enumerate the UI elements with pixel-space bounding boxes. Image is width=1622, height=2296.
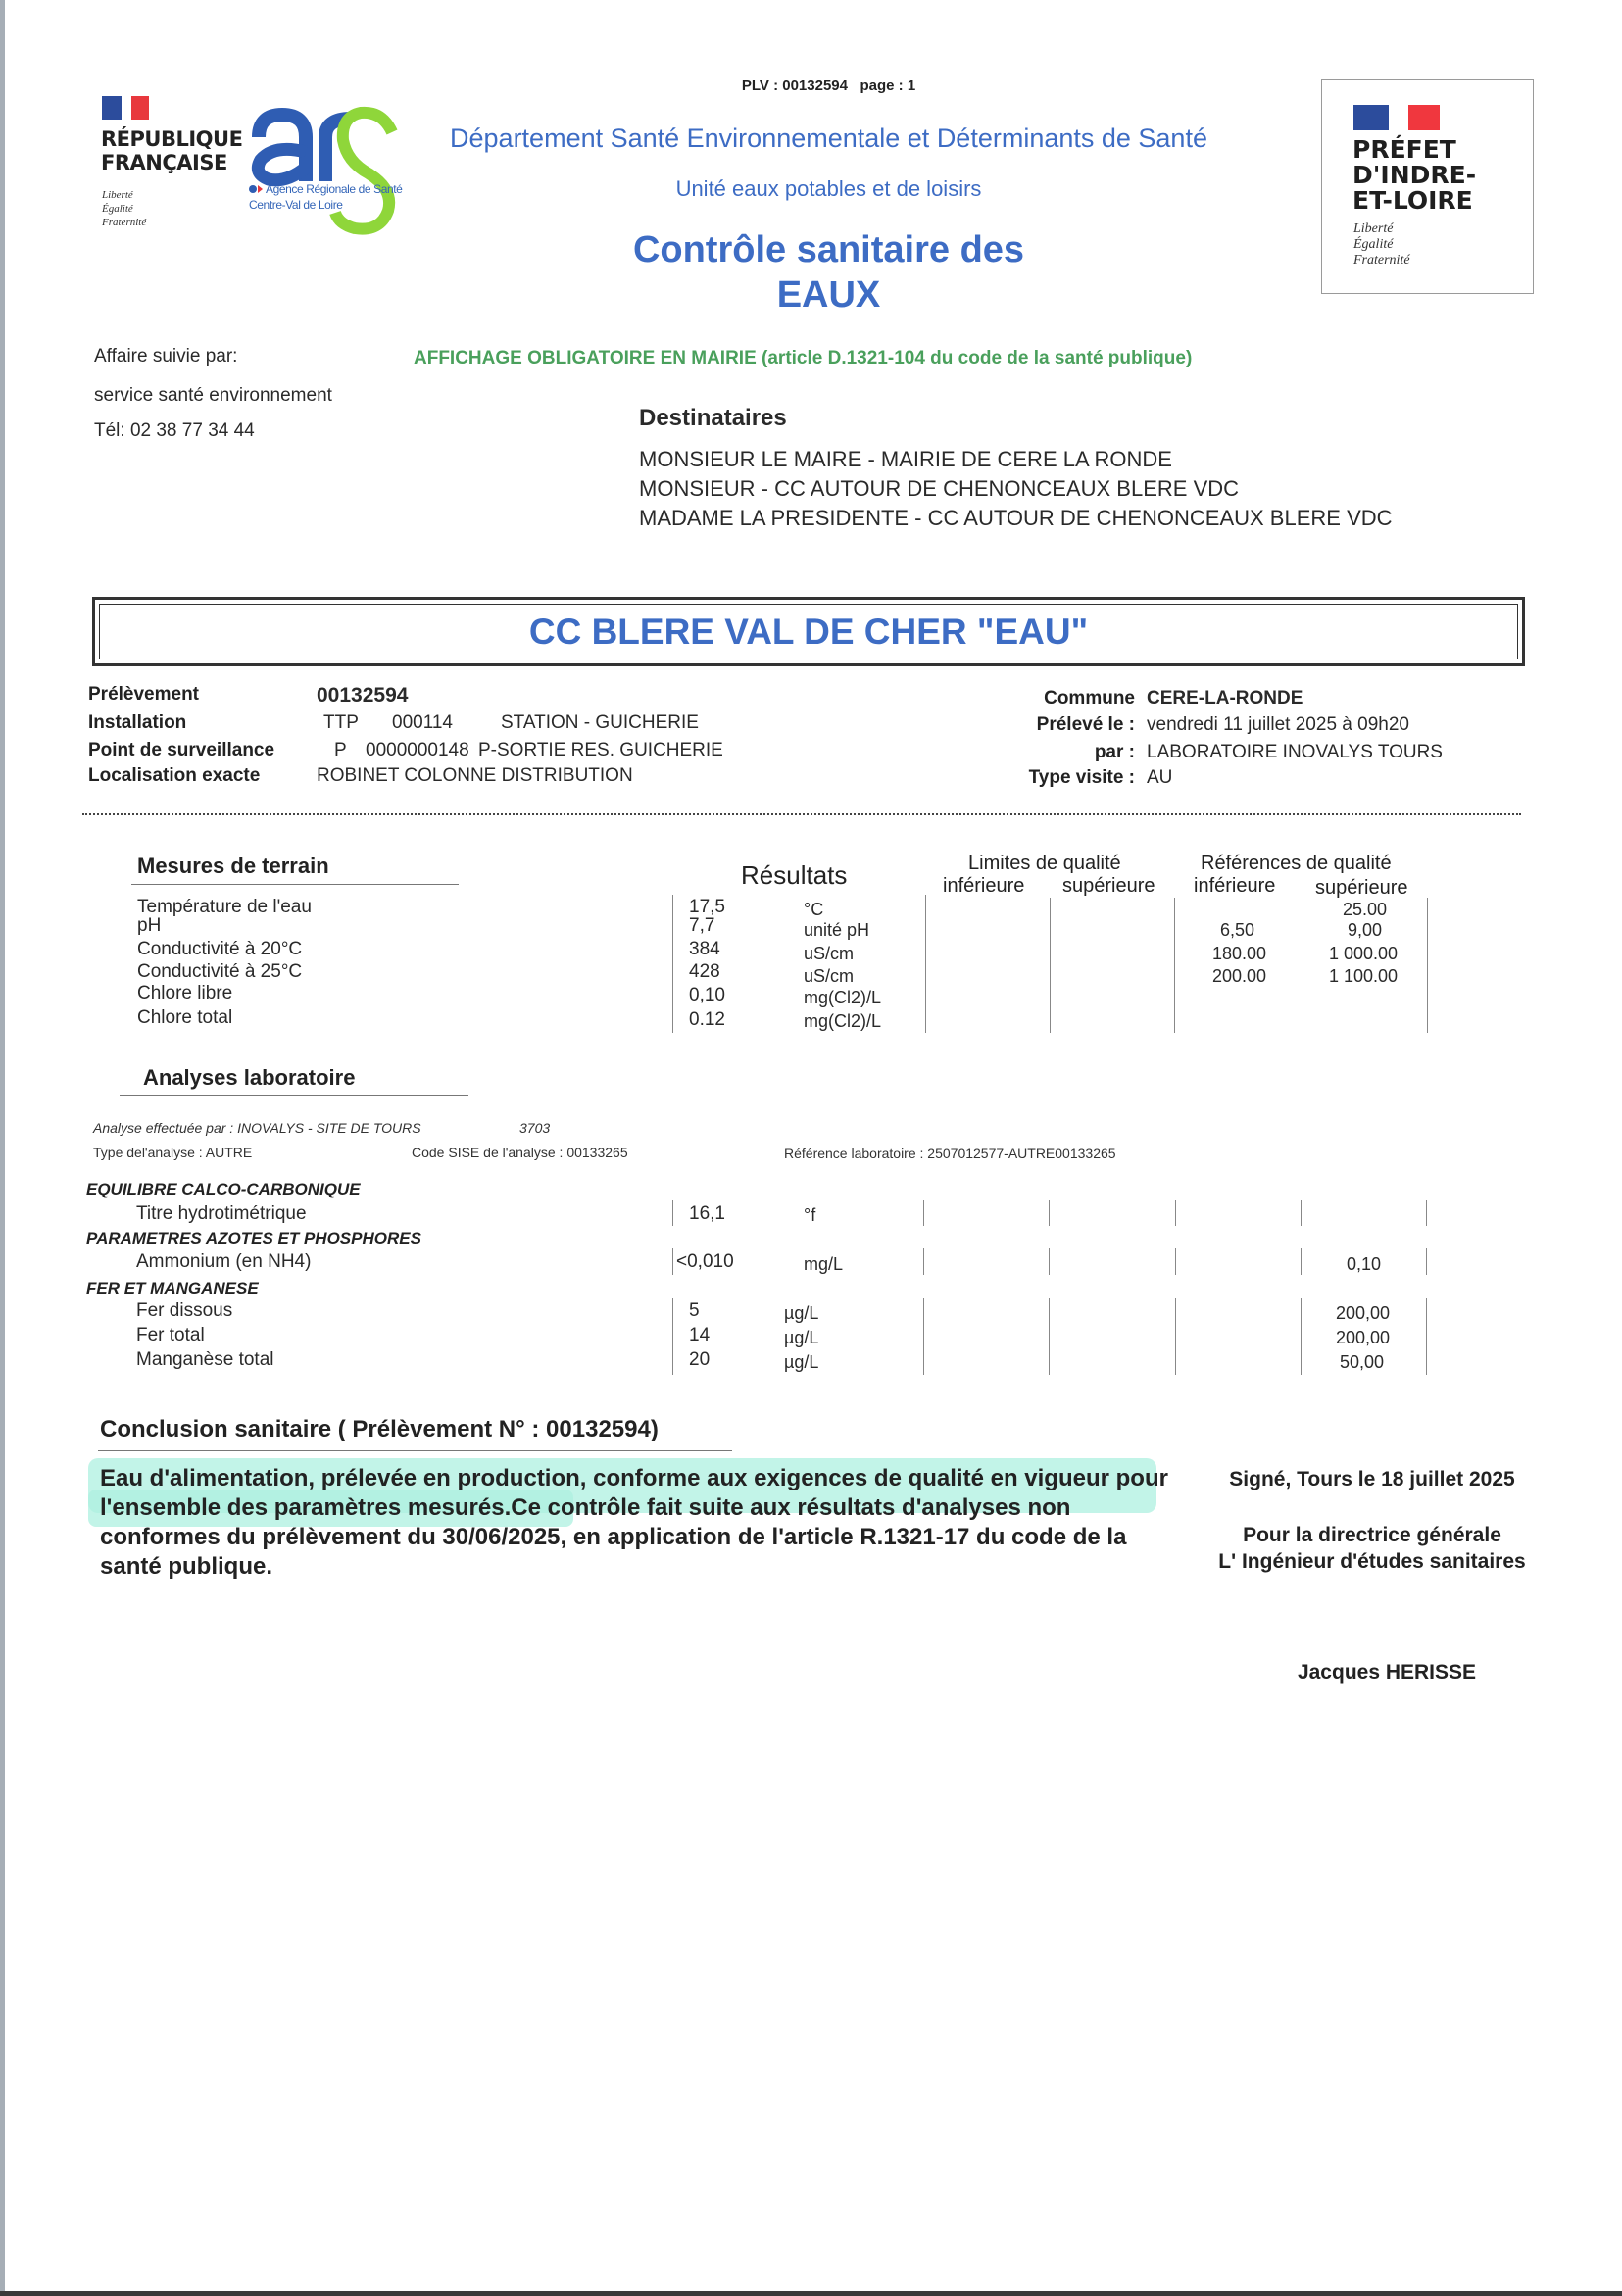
reference-upper: 9,00 bbox=[1348, 920, 1383, 940]
section-underline bbox=[131, 884, 459, 885]
reference-upper: 1 100.00 bbox=[1329, 966, 1399, 986]
column-rule bbox=[923, 1298, 924, 1375]
result-value: 16,1 bbox=[689, 1203, 725, 1224]
result-unit: µg/L bbox=[784, 1352, 819, 1372]
result-value: 0,10 bbox=[689, 985, 725, 1005]
mandatory-display-notice: AFFICHAGE OBLIGATOIRE EN MAIRIE (article D.1321-104 du code de la santé publique) bbox=[414, 348, 1193, 368]
sampled-by-value: LABORATOIRE INOVALYS TOURS bbox=[1147, 742, 1443, 762]
column-rule bbox=[925, 895, 926, 1033]
parameter-name: Fer dissous bbox=[136, 1300, 233, 1321]
localisation-value: ROBINET COLONNE DISTRIBUTION bbox=[317, 765, 633, 786]
result-value: 20 bbox=[689, 1349, 711, 1370]
result-unit: mg(Cl2)/L bbox=[804, 1011, 882, 1031]
visit-type-label: Type visite : bbox=[1028, 767, 1135, 788]
logo-line: FRANÇAISE bbox=[101, 151, 227, 174]
result-value: 384 bbox=[689, 939, 720, 959]
unit-title: Unité eaux potables et de loisirs bbox=[675, 176, 982, 201]
column-rule bbox=[1301, 1200, 1302, 1226]
parameter-name: pH bbox=[137, 915, 162, 936]
prelevement-value: 00132594 bbox=[317, 684, 409, 707]
motto-line: Égalité bbox=[102, 203, 133, 215]
reference-lower: 180.00 bbox=[1212, 944, 1267, 963]
result-unit: µg/L bbox=[784, 1303, 819, 1323]
plv-page-reference: PLV : 00132594 page : 1 bbox=[741, 77, 916, 94]
phone-number: Tél: 02 38 77 34 44 bbox=[94, 420, 255, 441]
signature-role: L' Ingénieur d'études sanitaires bbox=[1218, 1550, 1526, 1573]
column-rule bbox=[1427, 898, 1428, 1033]
motto-line: Liberté bbox=[1353, 221, 1394, 236]
references-header: Références de qualité bbox=[1201, 853, 1392, 874]
recipient-line: MONSIEUR LE MAIRE - MAIRIE DE CERE LA RONDE bbox=[639, 447, 1172, 471]
recipient-line: MONSIEUR - CC AUTOUR DE CHENONCEAUX BLERE VDC bbox=[639, 476, 1240, 501]
commune-label: Commune bbox=[1044, 688, 1135, 708]
reference-upper: 200,00 bbox=[1336, 1328, 1391, 1347]
ars-agency: Agence Régionale de Santé bbox=[266, 182, 403, 196]
result-value: <0,010 bbox=[676, 1251, 734, 1272]
result-unit: °f bbox=[804, 1205, 816, 1225]
references-lower-header: inférieure bbox=[1194, 875, 1276, 897]
column-rule bbox=[672, 1298, 673, 1375]
performed-by: Analyse effectuée par : INOVALYS - SITE DE TOURS bbox=[93, 1120, 421, 1136]
point-label: Point de surveillance bbox=[88, 740, 275, 760]
parameter-name: Chlore libre bbox=[137, 983, 233, 1003]
category-heading: FER ET MANGANESE bbox=[86, 1279, 259, 1297]
dotted-separator bbox=[82, 813, 1521, 815]
reference-lower: 200.00 bbox=[1212, 966, 1267, 986]
reference-lower: 6,50 bbox=[1220, 920, 1255, 940]
title-line: EAUX bbox=[776, 274, 881, 316]
scan-left-edge bbox=[0, 0, 5, 2296]
result-unit: unité pH bbox=[804, 920, 870, 940]
point-name: P-SORTIE RES. GUICHERIE bbox=[478, 740, 723, 760]
column-rule bbox=[1049, 1298, 1050, 1375]
category-heading: PARAMETRES AZOTES ET PHOSPHORES bbox=[86, 1229, 421, 1247]
column-rule bbox=[1175, 1200, 1176, 1226]
signature-for: Pour la directrice générale bbox=[1243, 1524, 1501, 1546]
commune-value: CERE-LA-RONDE bbox=[1147, 688, 1303, 708]
reference-upper: 0,10 bbox=[1347, 1254, 1382, 1274]
marianne-flag-icon bbox=[102, 96, 149, 120]
result-value: 17,5 bbox=[689, 897, 725, 917]
conclusion-text: Eau d'alimentation, prélevée en production, conforme aux exigences de qualité en vigueur pour l'ensemble des paramètres mesurés.Ce contrôle fait suite aux résultats d'analyses non conformes du prélèvement du 30/06/2025, en application de l'article R.1321-17 du code de la santé publique. bbox=[100, 1465, 1168, 1580]
motto-line: Liberté bbox=[102, 189, 133, 201]
motto-line: Fraternité bbox=[102, 217, 147, 228]
section-underline bbox=[98, 1450, 732, 1451]
limits-upper-header: supérieure bbox=[1062, 875, 1155, 897]
results-header: Résultats bbox=[741, 860, 848, 890]
column-rule bbox=[1049, 1200, 1050, 1226]
result-value: 428 bbox=[689, 961, 720, 982]
column-rule bbox=[672, 1248, 673, 1275]
result-unit: uS/cm bbox=[804, 944, 855, 963]
result-value: 7,7 bbox=[689, 915, 715, 936]
sampled-on-value: vendredi 11 juillet 2025 à 09h20 bbox=[1147, 714, 1409, 735]
column-rule bbox=[1175, 1298, 1176, 1375]
result-unit: mg(Cl2)/L bbox=[804, 988, 882, 1007]
column-rule bbox=[923, 1200, 924, 1226]
reference-upper: 50,00 bbox=[1340, 1352, 1385, 1372]
analysis-type: Type del'analyse : AUTRE bbox=[93, 1145, 253, 1160]
followed-by-label: Affaire suivie par: bbox=[94, 346, 238, 366]
parameter-name: Température de l'eau bbox=[137, 897, 312, 917]
column-rule bbox=[923, 1248, 924, 1275]
point-code: 0000000148 bbox=[366, 740, 469, 760]
column-rule bbox=[672, 895, 673, 1033]
logo-line: RÉPUBLIQUE bbox=[101, 127, 243, 151]
motto-line: Égalité bbox=[1353, 237, 1394, 252]
signatory-name: Jacques HERISSE bbox=[1297, 1661, 1477, 1684]
limits-header: Limites de qualité bbox=[968, 853, 1121, 874]
logo-line: PRÉFET bbox=[1352, 135, 1456, 164]
column-rule bbox=[1175, 1248, 1176, 1275]
sise-code: Code SISE de l'analyse : 00133265 bbox=[412, 1145, 628, 1160]
lab-analyses-title: Analyses laboratoire bbox=[143, 1065, 356, 1090]
recipient-line: MADAME LA PRESIDENTE - CC AUTOUR DE CHENONCEAUX BLERE VDC bbox=[639, 506, 1393, 530]
ars-region: Centre-Val de Loire bbox=[249, 198, 343, 212]
category-heading: EQUILIBRE CALCO-CARBONIQUE bbox=[86, 1180, 361, 1198]
references-upper-header: supérieure bbox=[1315, 877, 1408, 899]
lab-reference: Référence laboratoire : 2507012577-AUTRE00133265 bbox=[784, 1146, 1116, 1161]
column-rule bbox=[1301, 1298, 1302, 1375]
department-title: Département Santé Environnementale et Déterminants de Santé bbox=[450, 123, 1207, 153]
result-unit: uS/cm bbox=[804, 966, 855, 986]
column-rule bbox=[1050, 898, 1051, 1033]
column-rule bbox=[1426, 1200, 1427, 1226]
parameter-name: Manganèse total bbox=[136, 1349, 274, 1370]
result-value: 14 bbox=[689, 1325, 711, 1345]
column-rule bbox=[1301, 1248, 1302, 1275]
result-unit: °C bbox=[804, 900, 824, 919]
signed-date: Signé, Tours le 18 juillet 2025 bbox=[1229, 1468, 1515, 1490]
installation-label: Installation bbox=[88, 712, 187, 733]
result-unit: µg/L bbox=[784, 1328, 819, 1347]
lab-code: 3703 bbox=[519, 1120, 551, 1136]
parameter-name: Titre hydrotimétrique bbox=[136, 1203, 307, 1224]
result-unit: mg/L bbox=[804, 1254, 844, 1274]
reference-upper: 1 000.00 bbox=[1329, 944, 1399, 963]
service-name: service santé environnement bbox=[94, 385, 332, 406]
reference-upper: 25.00 bbox=[1343, 900, 1388, 919]
network-banner-title: CC BLERE VAL DE CHER "EAU" bbox=[528, 611, 1089, 652]
parameter-name: Fer total bbox=[136, 1325, 205, 1345]
logo-line: D'INDRE- bbox=[1352, 161, 1477, 189]
visit-type-value: AU bbox=[1147, 767, 1173, 788]
scan-bottom-edge bbox=[0, 2291, 1622, 2296]
motto-line: Fraternité bbox=[1353, 253, 1410, 268]
result-value: 5 bbox=[689, 1300, 700, 1321]
field-measurements-title: Mesures de terrain bbox=[137, 854, 329, 878]
logo-line: ET-LOIRE bbox=[1352, 186, 1473, 215]
prelevement-label: Prélèvement bbox=[88, 684, 200, 705]
installation-code: 000114 bbox=[392, 712, 453, 733]
column-rule bbox=[1049, 1248, 1050, 1275]
point-type: P bbox=[334, 740, 347, 760]
title-line: Contrôle sanitaire des bbox=[632, 229, 1025, 270]
localisation-label: Localisation exacte bbox=[88, 765, 261, 786]
reference-upper: 200,00 bbox=[1336, 1303, 1391, 1323]
parameter-name: Ammonium (en NH4) bbox=[136, 1251, 312, 1272]
column-rule bbox=[1426, 1248, 1427, 1275]
limits-lower-header: inférieure bbox=[943, 875, 1025, 897]
sampled-by-label: par : bbox=[1094, 742, 1135, 762]
installation-name: STATION - GUICHERIE bbox=[501, 712, 699, 733]
conclusion-title: Conclusion sanitaire ( Prélèvement N° : 00132594) bbox=[100, 1416, 659, 1442]
document-title bbox=[18, 227, 1622, 318]
parameter-name: Conductivité à 25°C bbox=[137, 961, 303, 982]
column-rule bbox=[1174, 898, 1175, 1033]
installation-type: TTP bbox=[323, 712, 359, 733]
section-underline bbox=[120, 1095, 468, 1096]
column-rule bbox=[672, 1200, 673, 1226]
parameter-name: Chlore total bbox=[137, 1007, 233, 1028]
parameter-name: Conductivité à 20°C bbox=[137, 939, 303, 959]
column-rule bbox=[1426, 1298, 1427, 1375]
recipients-title: Destinataires bbox=[639, 405, 787, 431]
result-value: 0.12 bbox=[689, 1009, 725, 1030]
sampled-on-label: Prélevé le : bbox=[1036, 714, 1135, 735]
